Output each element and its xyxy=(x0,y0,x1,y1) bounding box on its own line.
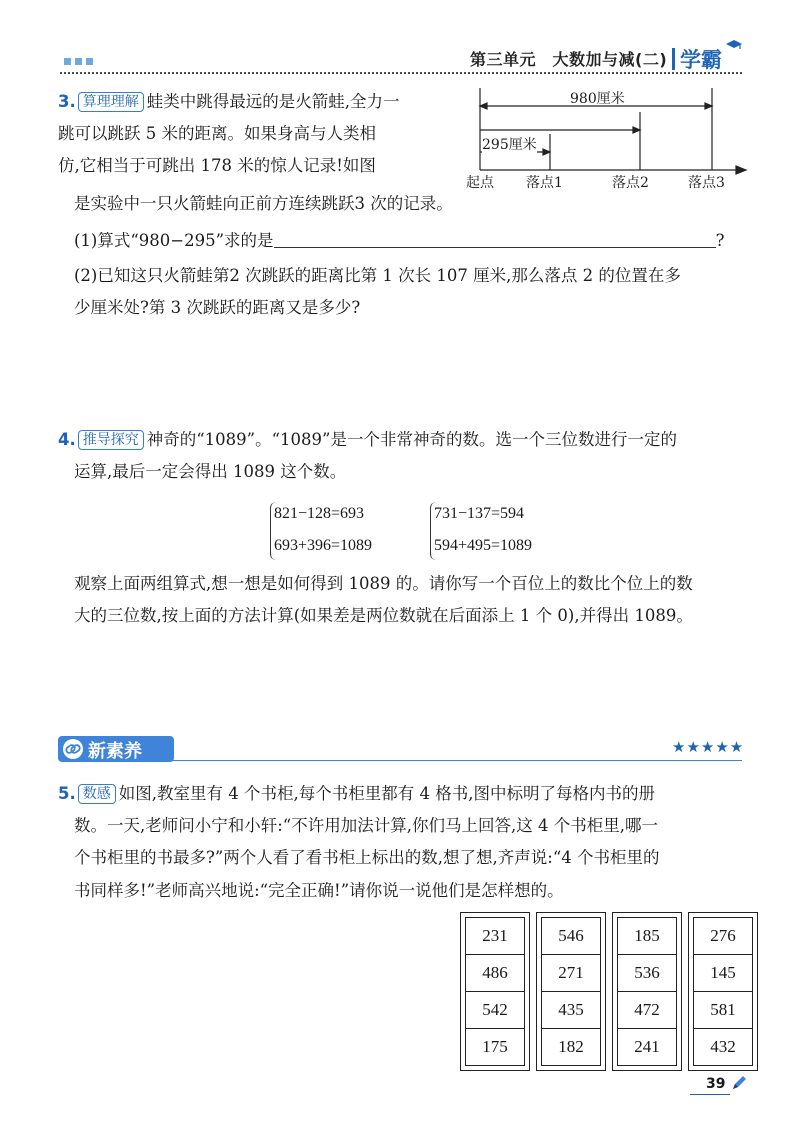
q3-sub2-line2: 少厘米处?第 3 次跳跃的距离又是多少? xyxy=(74,298,361,318)
bookcase-1 xyxy=(460,912,530,1071)
shelf-count: 435 xyxy=(542,992,600,1029)
q3-answer-blank[interactable] xyxy=(274,233,716,248)
q4-tag: 推导探究 xyxy=(78,430,144,450)
section-rule xyxy=(170,760,742,761)
shelf-count: 145 xyxy=(694,955,752,992)
label-295cm: 295厘米 xyxy=(482,134,537,154)
q3-line3: 仿,它相当于可跳出 178 米的惊人记录!如图 xyxy=(58,156,376,176)
point-landing-2: 落点2 xyxy=(612,175,649,191)
shelf-count: 271 xyxy=(542,955,600,992)
shelf-count: 185 xyxy=(618,918,676,955)
q5-number: 5. xyxy=(58,784,76,803)
shelf-count: 486 xyxy=(466,955,524,992)
q3-line1: 蛙类中跳得最远的是火箭蛙,全力一 xyxy=(146,92,400,111)
unit-title: 第三单元 大数加与减(二) xyxy=(470,50,668,69)
equation-group-right xyxy=(434,498,532,562)
q3-sub2 xyxy=(74,260,754,324)
link-icon xyxy=(62,738,84,760)
q4-line2: 运算,最后一定会得出 1089 这个数。 xyxy=(74,462,347,482)
shelf-count: 546 xyxy=(542,918,600,955)
shelf-count: 231 xyxy=(466,918,524,955)
bookcase-2 xyxy=(536,912,606,1071)
header-divider xyxy=(672,48,675,70)
bookcase-3 xyxy=(612,912,682,1071)
shelf-count: 536 xyxy=(618,955,676,992)
point-start: 起点 xyxy=(466,175,494,191)
q3-tag: 算理理解 xyxy=(78,92,144,112)
brand-logo: 学霸 xyxy=(680,48,722,72)
q3-line4: 是实验中一只火箭蛙向正前方连续跳跃3 次的记录。 xyxy=(74,194,453,213)
bookcase-4 xyxy=(688,912,758,1071)
shelf-count: 542 xyxy=(466,992,524,1029)
q3-sub1-end: ? xyxy=(715,231,725,250)
shelf-count: 432 xyxy=(710,1037,736,1056)
q5-line2: 数。一天,老师问小宁和小轩:“不许用加法计算,你们马上回答,这 4 个书柜里,哪一 xyxy=(74,816,658,836)
shelf-count: 276 xyxy=(694,918,752,955)
q3-sub1-text: (1)算式“980−295”求的是 xyxy=(74,231,274,250)
point-landing-3: 落点3 xyxy=(688,175,725,191)
label-980cm: 980厘米 xyxy=(570,91,625,107)
header-rule xyxy=(60,72,742,74)
q4-line4: 大的三位数,按上面的方法计算(如果差是两位数就在后面添上 1 个 0),并得出 1089。 xyxy=(74,606,693,626)
page-number-rule xyxy=(690,1094,730,1095)
page-number: 39 xyxy=(706,1076,726,1092)
shelf-count: 182 xyxy=(558,1037,584,1056)
q3-sub2-line1: (2)已知这只火箭蛙第2 次跳跃的距离比第 1 次长 107 厘米,那么落点 2 的位置在多 xyxy=(74,266,681,285)
q3-number: 3. xyxy=(58,92,76,111)
point-landing-1: 落点1 xyxy=(526,175,563,191)
q5-line4: 书同样多!”老师高兴地说:“完全正确!”请你说一说他们是怎样想的。 xyxy=(74,880,564,900)
q3-line2: 跳可以跳跃 5 米的距离。如果身高与人类相 xyxy=(58,124,376,144)
q4-line1: 神奇的“1089”。“1089”是一个非常神奇的数。选一个三位数进行一定的 xyxy=(146,430,677,449)
header-decoration xyxy=(64,58,93,65)
equation: 693+396=1089 xyxy=(274,537,373,554)
equation-group-left xyxy=(274,498,372,562)
shelf-count: 472 xyxy=(618,992,676,1029)
q4-task xyxy=(74,568,774,632)
shelf-count: 581 xyxy=(694,992,752,1029)
equation: 594+495=1089 xyxy=(434,537,533,554)
difficulty-stars: ★★★★★ xyxy=(672,738,745,756)
q3-sub1 xyxy=(74,225,724,257)
q4-intro xyxy=(58,424,758,488)
pencil-icon xyxy=(730,1074,748,1092)
equation: 731−137=594 xyxy=(434,505,525,522)
section-title: 新素养 xyxy=(88,741,142,762)
q5-text xyxy=(58,778,758,907)
q5-tag: 数感 xyxy=(78,784,116,804)
q5-line3: 个书柜里的书最多?”两个人看了看书柜上标出的数,想了想,齐声说:“4 个书柜里的 xyxy=(74,848,660,868)
q4-line3: 观察上面两组算式,想一想是如何得到 1089 的。请你写一个百位上的数比个位上的数 xyxy=(74,574,693,593)
equation: 821−128=693 xyxy=(274,505,365,522)
shelf-count: 175 xyxy=(482,1037,508,1056)
q5-line1: 如图,教室里有 4 个书柜,每个书柜里都有 4 格书,图中标明了每格内书的册 xyxy=(118,784,655,803)
q3-intro xyxy=(58,86,468,183)
shelf-count: 241 xyxy=(634,1037,660,1056)
q4-number: 4. xyxy=(58,430,76,449)
graduation-cap-icon xyxy=(726,40,742,50)
